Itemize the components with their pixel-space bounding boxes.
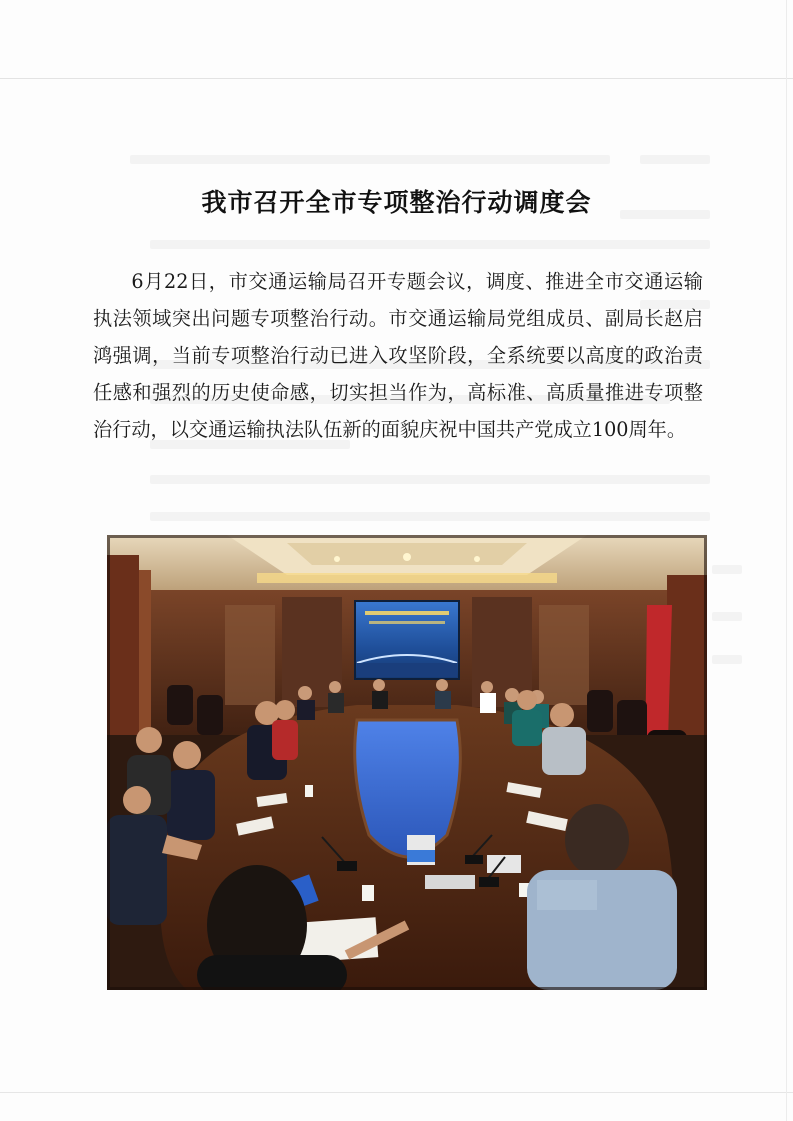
scan-line-top	[0, 78, 793, 79]
scan-line-bottom	[0, 1092, 793, 1093]
document-title: 我市召开全市专项整治行动调度会	[201, 188, 592, 217]
document-body	[93, 263, 703, 448]
body-paragraph: 6月22日，市交通运输局召开专题会议，调度、推进全市交通运输执法领域突出问题专项整治行动。市交通运输局党组成员、副局长赵启鸿强调，当前专项整治行动已进入攻坚阶段，全系统要以高度的政治责任感和强烈的历史使命感，切实担当作为，高标准、高质量推进专项整治行动，以交通运输执法队伍新的面貌庆祝中国共产党成立100周年。	[93, 270, 703, 441]
meeting-photo	[107, 535, 707, 990]
scan-edge-right	[786, 0, 787, 1121]
